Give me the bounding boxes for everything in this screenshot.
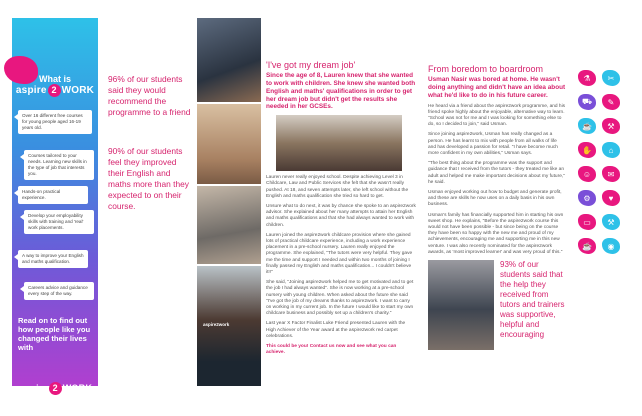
- lauren-photo: [276, 115, 402, 171]
- aspire2work-logo: aspire 2 WORK: [15, 85, 95, 96]
- icon-row: [578, 166, 634, 182]
- article-paragraph: Lauren never really enjoyed school. Despite achieving Level 3 in Childcare, Law and Public Services she felt that she wasn't really pushed. At 18, and seven attempts later, she left school without the English and maths qualification she tried so hard to get.: [266, 175, 409, 199]
- shirt-logo-caption: aspire2work: [203, 322, 230, 327]
- icon-row: [578, 94, 634, 110]
- tools-icon: ⚒: [602, 214, 620, 230]
- lauren-article: [266, 62, 416, 360]
- baby-icon: ☺: [578, 166, 596, 182]
- benefit-bubble: Over 16 different free courses for young people aged 16-19 years old.: [18, 110, 92, 134]
- student-photo-tools: [197, 104, 261, 184]
- crane-icon: ⚙: [578, 190, 596, 206]
- lauren-article-lead: Since the age of 8, Lauren knew that she wanted to work with children. She knew she wanted both English and maths' qualifications in order to get her dream job but didn't get the results she needed in her GCSEs.: [266, 72, 416, 111]
- stat-improved: 90% of our students feel they improved their English and maths more than they expected to on their course.: [108, 146, 189, 211]
- article-paragraph: He heard via a friend about the aspire2work programme, and his friend spoke highly about the enjoyable, alternative way to learn. "School was not for me and I was looking for something else to do, so I decided to join," said Usman.: [428, 103, 566, 128]
- benefit-bubble: Hands-on practical experience.: [18, 186, 88, 204]
- usman-photo: [428, 260, 494, 350]
- cup-icon: ☕: [578, 238, 596, 254]
- icon-row: [578, 238, 634, 254]
- scissors-icon: ✂: [602, 70, 620, 86]
- stats-column: [108, 74, 194, 240]
- article-paragraph: Unsure what to do next, it was by chance she spoke to an aspire2work advisor. She explained about her many attempts to attain her English and maths qualifications and that she had always wanted to work with children.: [266, 204, 416, 228]
- usman-article-title: From boredom to boardroom: [428, 64, 544, 74]
- what-is-heading: What is: [38, 74, 71, 84]
- pencil-icon: ✎: [602, 94, 620, 110]
- read-on-text: Read on to find out how people like you changed their lives with: [18, 316, 91, 352]
- benefit-bubble: Courses tailored to your needs. Learning new skills in the type of job that interests you.: [24, 150, 94, 180]
- benefit-bubble: Develop your employability skills with training and 'real' work placements.: [24, 210, 94, 234]
- flask-icon: ⚗: [578, 70, 596, 86]
- usman-article-lead: Usman Nasir was bored at home. He wasn't doing anything and didn't have an idea about what he'd like to do in his future career.: [428, 76, 566, 99]
- wrench-icon: ⚒: [602, 118, 620, 134]
- hand-icon: ✋: [578, 142, 596, 158]
- article-paragraph: Usman's family has financially supported him in starting his own sweet shop. He explains, "Before the aspire2work course this would not have been possible - but since being on the course they have been so happy with the new me and proud of my achievements, encouraging me and supporting me in this new venture. I was also recently nominated for the aspire2work awards, as 'most improved learner' and was very proud of this.": [428, 212, 564, 255]
- benefit-bubble: A way to improve your English and maths qualification.: [18, 250, 88, 268]
- paint-splash: [4, 56, 38, 84]
- car-icon: ⛟: [578, 94, 596, 110]
- article-paragraph: She said, "Joining aspire2work helped me to get motivated and to get the job I had always wanted". She is now working at a pre-school nursery with young children. When asked about the future she said "I've got the job of my dreams thanks to aspire2work. I want to carry on working in my current job. In the future I would like to start my own childcare business and possibly set up a children's charity.": [266, 280, 414, 317]
- article-paragraph: "The best thing about the programme was the support and guidance that I received from the tutors - they treated me like an adult and helped me make important decisions about my future," he said.: [428, 161, 565, 185]
- aspire2work-logo-bottom: aspire 2 WORK: [20, 383, 93, 393]
- cake-icon: ☕: [578, 118, 596, 134]
- icon-row: [578, 190, 634, 206]
- icon-row: [578, 214, 634, 230]
- camera-icon: ◉: [602, 238, 620, 254]
- student-photo-mechanic: [197, 18, 261, 102]
- lauren-article-title: 'I've got my dream job': [266, 60, 356, 70]
- article-paragraph: Since joining aspire2work, Usman has really changed as a person. He has learnt to mix with people from all walks of life and has developed a passion for retail. "I have become much more confident in my own abilities," Usman says.: [428, 132, 558, 157]
- icon-row: [578, 70, 634, 86]
- intro-panel: [12, 18, 98, 393]
- heart-icon: ♥: [602, 190, 620, 206]
- article-paragraph: Lauren joined the aspire2work childcare provision where she gained lots of practical childcare experience, including a work experience placement in a pre-school nursery. Lauren really enjoyed the programme. She explained, "The tutors were very helpful. They gave me the time and support I needed and within two months of joining I finally passed my English and maths qualification... I couldn't believe it!!": [266, 232, 413, 276]
- icon-row: [578, 118, 634, 134]
- student-photo-care: [197, 186, 261, 264]
- stat-support: 93% of our students said that the help they received from tutors and trainers was supportive, helpful and encouraging: [500, 260, 565, 340]
- usman-article: [428, 66, 566, 350]
- book-icon: ✉: [602, 166, 620, 182]
- photo-column: [197, 18, 261, 386]
- student-photo-student: [197, 266, 261, 386]
- call-to-action: This could be you! Contact us now and see what you can achieve.: [266, 344, 397, 356]
- basket-icon: ⌂: [602, 142, 620, 158]
- icon-row: [578, 142, 634, 158]
- article-paragraph: Usman enjoyed working out how to budget and generate profit, and these are skills he now uses on a daily basis in his own business.: [428, 190, 562, 208]
- monitor-icon: ▭: [578, 214, 596, 230]
- article-paragraph: Last year X Factor Finalist Luke Friend presented Lauren with the High Achiever of the Year award at the aspire2work red carpet celebrations.: [266, 321, 406, 339]
- stat-recommend: 96% of our students said they would recommend the programme to a friend: [108, 74, 191, 117]
- course-icon-strip: [578, 70, 634, 262]
- benefit-bubble: Careers advice and guidance every step of the way.: [24, 282, 94, 300]
